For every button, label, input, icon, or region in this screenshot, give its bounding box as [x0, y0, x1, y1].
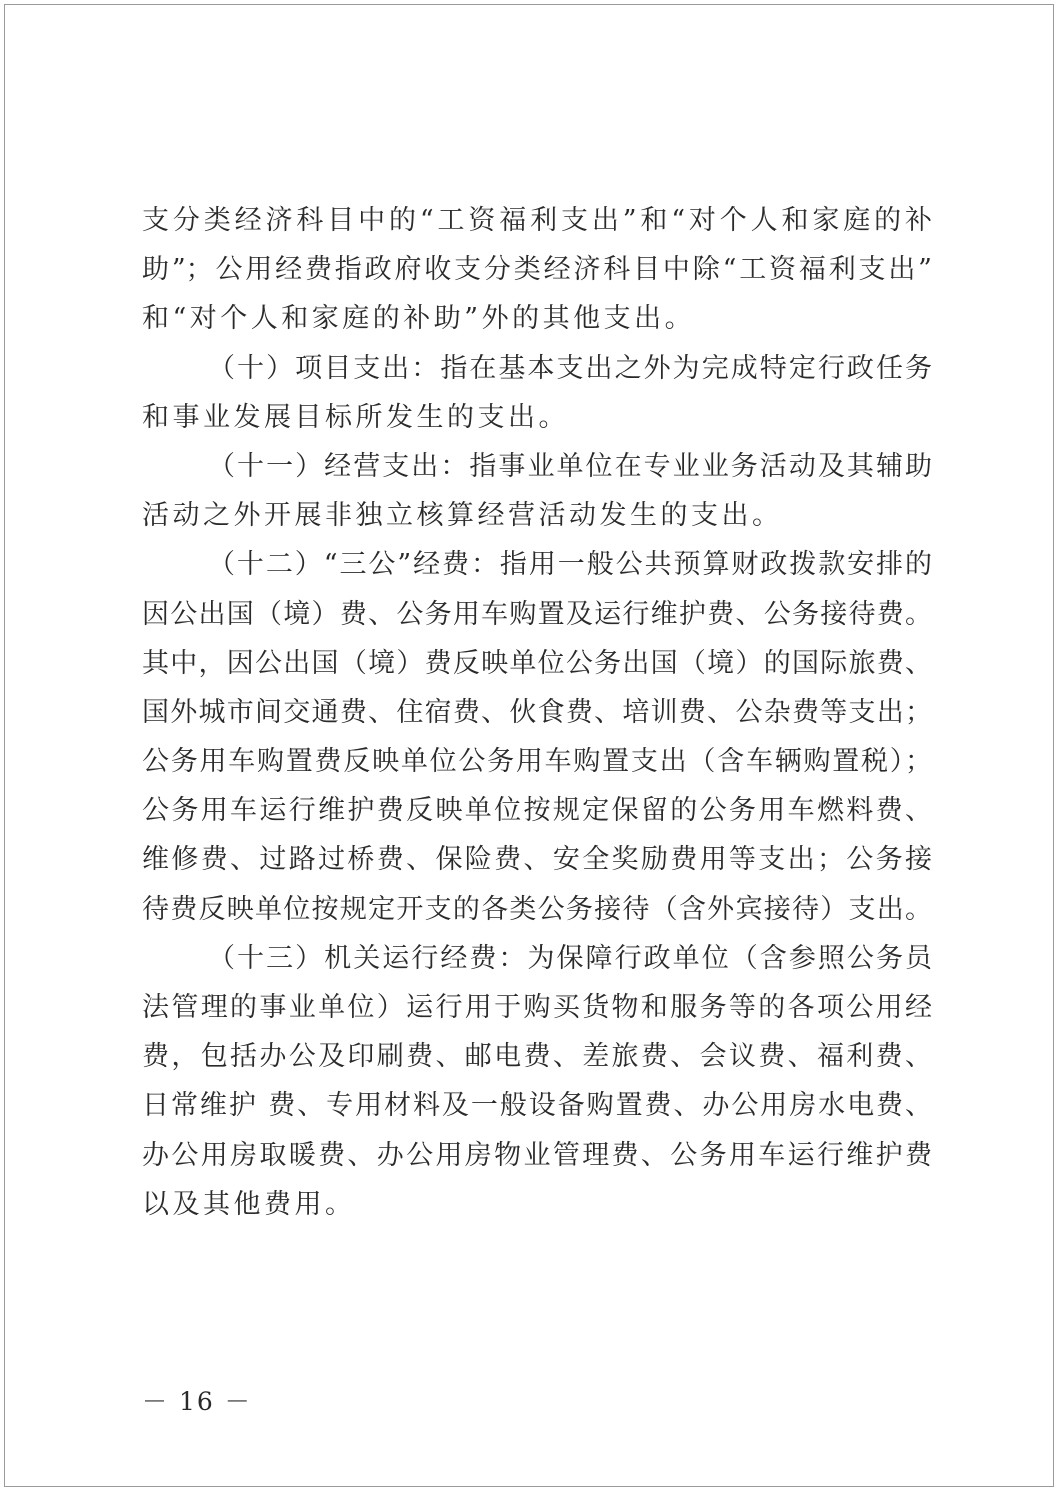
paragraph-start-line: （十一）经营支出：指事业单位在专业业务活动及其辅助 — [208, 450, 932, 482]
paragraph-start-line: （十二）“三公”经费：指用一般公共预算财政拨款安排的 — [208, 549, 932, 581]
text-line: 公务用车运行维护费反映单位按规定保留的公务用车燃料费、 — [142, 795, 932, 827]
text-line: 和事业发展目标所发生的支出。 — [142, 401, 569, 433]
text-line: 待费反映单位按规定开支的各类公务接待（含外宾接待）支出。 — [142, 893, 932, 925]
text-line: 法管理的事业单位）运行用于购买货物和服务等的各项公用经 — [142, 992, 932, 1023]
text-line: 以及其他费用。 — [142, 1188, 356, 1220]
text-line: 因公出国（境）费、公务用车购置及运行维护费、公务接待费。 — [142, 598, 932, 630]
page-number: － 16 － — [142, 1387, 252, 1416]
text-line: 活动之外开展非独立核算经营活动发生的支出。 — [142, 500, 783, 532]
text-line: 支分类经济科目中的“工资福利支出”和“对个人和家庭的补 — [142, 205, 932, 236]
text-line: 办公用房取暖费、办公用房物业管理费、公务用车运行维护费 — [142, 1139, 932, 1171]
text-line: 其中，因公出国（境）费反映单位公务出国（境）的国际旅费、 — [142, 647, 932, 679]
text-line: 助”；公用经费指政府收支分类经济科目中除“工资福利支出” — [142, 254, 932, 286]
text-line: 费，包括办公及印刷费、邮电费、差旅费、会议费、福利费、 — [142, 1041, 932, 1073]
document-body — [142, 196, 932, 1229]
paragraph-start-line: （十）项目支出：指在基本支出之外为完成特定行政任务 — [208, 352, 932, 384]
text-line: 日常维护 费、专用材料及一般设备购置费、办公用房水电费、 — [142, 1090, 932, 1122]
text-line: 国外城市间交通费、住宿费、伙食费、培训费、公杂费等支出； — [142, 696, 932, 728]
text-line: 公务用车购置费反映单位公务用车购置支出（含车辆购置税）； — [142, 746, 932, 778]
text-line: 维修费、过路过桥费、保险费、安全奖励费用等支出；公务接 — [142, 844, 932, 876]
paragraph-start-line: （十三）机关运行经费：为保障行政单位（含参照公务员 — [208, 942, 932, 974]
text-line: 和“对个人和家庭的补助”外的其他支出。 — [142, 303, 696, 335]
